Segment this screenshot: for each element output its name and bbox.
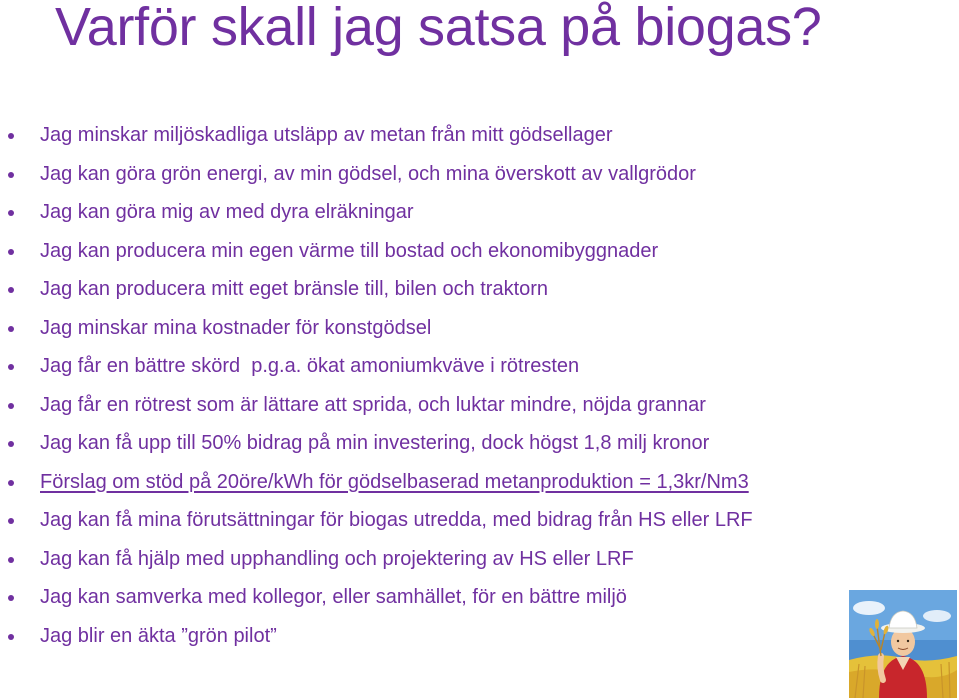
bullet-dot-icon: [8, 557, 14, 563]
bullet-text: Förslag om stöd på 20öre/kWh för gödselbaserad metanproduktion = 1,3kr/Nm3: [40, 470, 749, 493]
bullet-item: [0, 232, 940, 271]
bullet-text: Jag får en rötrest som är lättare att sprida, och luktar mindre, nöjda grannar: [40, 393, 706, 416]
bullet-item: [0, 193, 940, 232]
bullet-item: [0, 578, 940, 617]
bullet-dot-icon: [8, 403, 14, 409]
bullet-dot-icon: [8, 210, 14, 216]
bullet-dot-icon: [8, 133, 14, 139]
bullet-item: [0, 424, 940, 463]
bullet-item: [0, 347, 940, 386]
bullet-item: [0, 309, 940, 348]
bullet-text: Jag minskar mina kostnader för konstgödsel: [40, 316, 432, 339]
bullet-dot-icon: [8, 172, 14, 178]
bullet-text: Jag får en bättre skörd p.g.a. ökat amoniumkväve i rötresten: [40, 355, 580, 377]
bullet-text: Jag kan producera min egen värme till bostad och ekonomibyggnader: [40, 239, 659, 262]
bullet-text: Jag blir en äkta ”grön pilot”: [40, 624, 277, 647]
bullet-item: [0, 617, 940, 656]
bullet-text: Jag kan samverka med kollegor, eller samhället, för en bättre miljö: [40, 586, 627, 608]
bullet-item: [0, 386, 940, 425]
bullet-dot-icon: [8, 287, 14, 293]
bullet-list: [0, 116, 940, 655]
bullet-dot-icon: [8, 634, 14, 640]
bullet-text: Jag kan producera mitt eget bränsle till, bilen och traktorn: [40, 278, 549, 300]
bullet-dot-icon: [8, 249, 14, 255]
bullet-text: Jag minskar miljöskadliga utsläpp av metan från mitt gödsellager: [40, 124, 613, 146]
bullet-dot-icon: [8, 480, 14, 486]
bullet-text: Jag kan göra grön energi, av min gödsel, och mina överskott av vallgrödor: [40, 162, 696, 185]
bullet-item: [0, 270, 940, 309]
bullet-text: Jag kan få upp till 50% bidrag på min investering, dock högst 1,8 milj kronor: [40, 432, 710, 454]
bullet-item: [0, 501, 940, 540]
bullet-item: [0, 116, 940, 155]
bullet-text: Jag kan få hjälp med upphandling och projektering av HS eller LRF: [40, 547, 634, 570]
bullet-item-underlined: [0, 463, 940, 502]
bullet-item: [0, 155, 940, 194]
slide-title: Varför skall jag satsa på biogas?: [55, 0, 822, 57]
bullet-dot-icon: [8, 441, 14, 447]
bullet-item: [0, 540, 940, 579]
bullet-dot-icon: [8, 326, 14, 332]
bullet-text: Jag kan göra mig av med dyra elräkningar: [40, 201, 414, 223]
farmer-with-wheat-icon: [849, 590, 957, 698]
bullet-dot-icon: [8, 595, 14, 601]
bullet-dot-icon: [8, 518, 14, 524]
bullet-text: Jag kan få mina förutsättningar för biogas utredda, med bidrag från HS eller LRF: [40, 509, 753, 531]
bullet-dot-icon: [8, 364, 14, 370]
